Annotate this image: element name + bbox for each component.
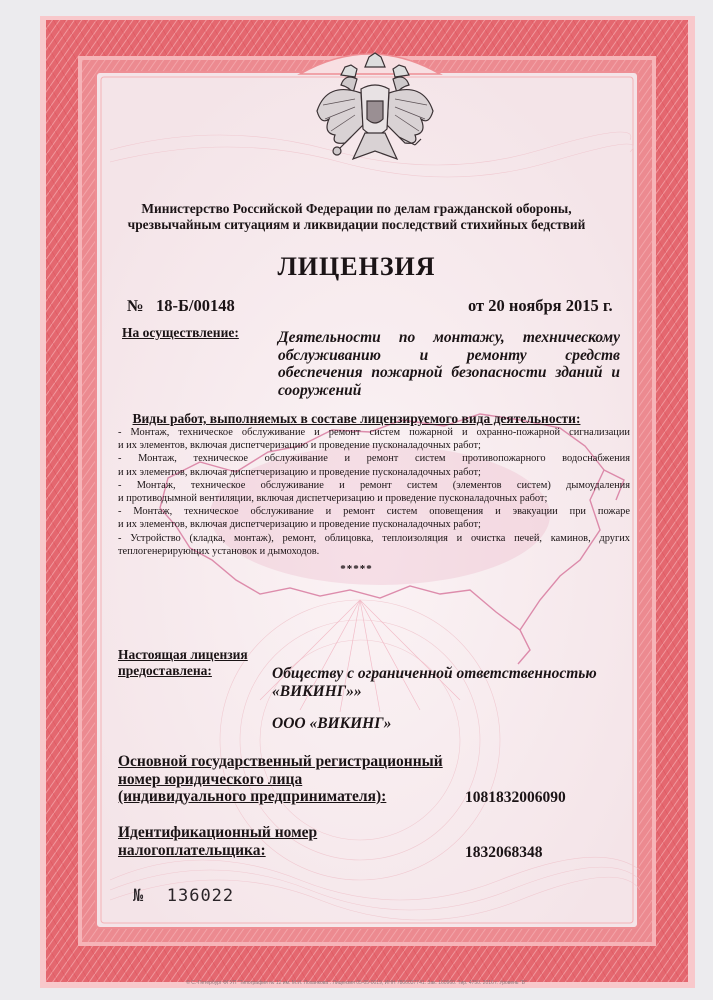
ogrn-label-line: Основной государственный регистрационный: [118, 753, 443, 770]
activity-line: сооружений: [278, 381, 362, 399]
activity-text: [278, 329, 620, 399]
granted-label: [118, 647, 248, 679]
license-number-value: 18-Б/00148: [155, 296, 235, 315]
works-list: [118, 426, 630, 558]
works-line: - Монтаж, техническое обслуживание и ремонт систем пожарной и охранно-пожарной сигнализации: [118, 427, 630, 438]
inn-label-line: Идентификационный номер: [118, 824, 318, 841]
printer-imprint: © С.-Петербург ФГУП "Типография № 12 им. М.И. Лоханкова". Лицензия 05-05-0019, ИНН 7806037741. Зак. 160960. Тир. 4750. 2016 г. Уровень "В": [186, 980, 527, 986]
works-line: - Монтаж, техническое обслуживание и ремонт систем (элементов систем) дымоудаления: [118, 479, 630, 491]
works-line: - Устройство (кладка, монтаж), ремонт, облицовка, теплоизоляция и очистка печей, каминов, других: [118, 532, 630, 544]
serial-value: 136022: [166, 886, 235, 906]
works-line: - Монтаж, техническое обслуживание и ремонт систем противопожарного водоснабжения: [118, 453, 630, 465]
granted-label-line: предоставлена:: [118, 663, 212, 678]
separator-stars: *****: [340, 563, 373, 575]
ministry-line: Министерство Российской Федерации по делам гражданской обороны,: [141, 201, 572, 216]
number-prefix: №: [127, 296, 144, 315]
ogrn-label-line: (индивидуального предпринимателя):: [118, 788, 387, 805]
activity-line: Деятельности по монтажу, техническому: [278, 329, 620, 346]
works-heading: Виды работ, выполняемых в составе лицензируемого вида деятельности:: [132, 411, 581, 426]
company-line: Обществу с ограниченной ответственностью: [272, 665, 597, 682]
works-line: и противодымной вентиляции, включая диспетчеризацию и проведение пусконаладочных работ;: [118, 493, 548, 505]
inn-label-line: налогоплательщика:: [118, 842, 266, 859]
ogrn-value: 1081832006090: [465, 789, 566, 806]
works-line: и их элементов, включая диспетчеризацию и проведение пусконаладочных работ;: [118, 519, 481, 531]
company-line: «ВИКИНГ»»: [272, 683, 362, 700]
activity-line: обслуживанию и ремонту средств: [278, 346, 620, 364]
works-line: - Монтаж, техническое обслуживание и ремонт систем оповещения и эвакуации при пожаре: [118, 506, 630, 518]
inn-label: [118, 824, 317, 860]
works-line: теплогенерирующих установок и дымоходов.: [118, 545, 320, 557]
license-date: от 20 ноября 2015 г.: [468, 296, 613, 315]
license-number: [127, 296, 235, 316]
works-line: и их элементов, включая диспетчеризацию и проведение пусконаладочных работ;: [118, 440, 481, 452]
granted-label-line: Настоящая лицензия: [118, 647, 248, 662]
document-title: ЛИЦЕНЗИЯ: [277, 252, 436, 281]
activity-line: обеспечения пожарной безопасности зданий и: [278, 364, 620, 381]
blank-serial-number: [133, 886, 234, 906]
ogrn-label: [118, 753, 443, 806]
serial-prefix: №: [133, 886, 145, 906]
inn-value: 1832068348: [465, 844, 543, 861]
ogrn-label-line: номер юридического лица: [118, 770, 303, 788]
ministry-name: [0, 201, 713, 233]
ministry-line: чрезвычайным ситуациям и ликвидации последствий стихийных бедствий: [127, 217, 586, 232]
works-line: и их элементов, включая диспетчеризацию и проведение пусконаладочных работ;: [118, 466, 481, 478]
company-full-name: [272, 665, 597, 701]
company-short-name: ООО «ВИКИНГ»: [272, 715, 392, 732]
activity-label: На осуществление:: [122, 325, 239, 340]
